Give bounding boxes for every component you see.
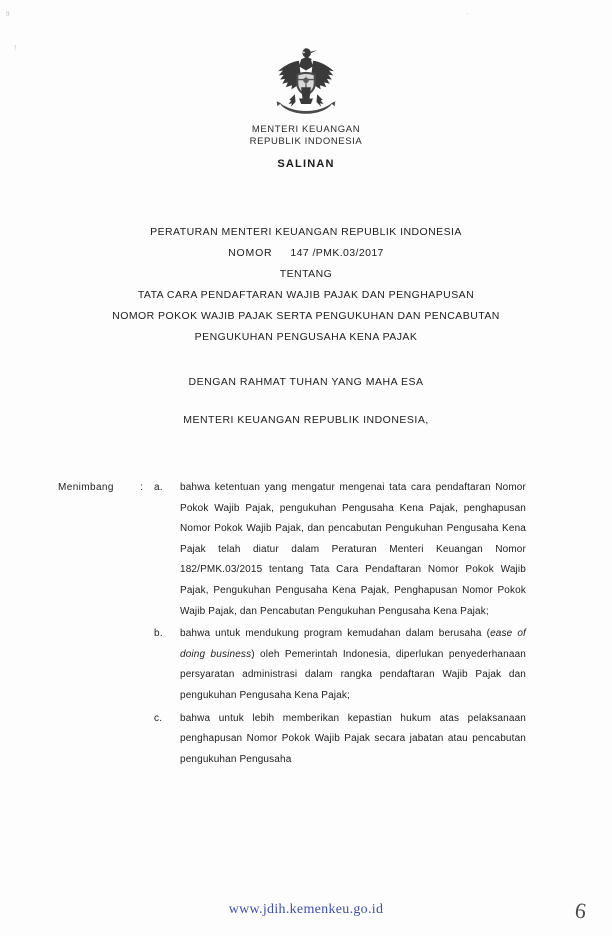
considering-text-a: bahwa ketentuan yang mengatur mengenai tata cara pendaftaran Nomor Pokok Wajib Pajak, pengukuhan Pengusaha Kena Pajak, penghapusan Nomor Pokok Wajib Pajak, dan pencabutan Pengukuhan Pengusaha Kena Pajak telah diatur dalam Peraturan Menteri Keuangan Nomor 182/PMK.03/2015 tentang Tata Cara Pendaftaran Nomor Pokok Wajib Pajak, Pengukuhan Pengusaha Kena Pajak, Penghapusan Nomor Pokok Wajib Pajak, dan Pencabutan Pengukuhan Pengusaha Kena Pajak; xyxy=(180,482,526,617)
ministry-line-2: REPUBLIK INDONESIA xyxy=(249,136,363,147)
considering-text-b-part1: bahwa untuk mendukung program kemudahan dalam berusaha ( xyxy=(180,628,491,640)
scan-edge-mark-left: ! xyxy=(14,44,17,52)
regulation-title-line: PERATURAN MENTERI KEUANGAN REPUBLIK INDONESIA xyxy=(150,226,462,238)
considering-section xyxy=(58,478,554,770)
considering-colon: : xyxy=(140,482,143,493)
considering-text-b-part2: ) oleh Pemerintah Indonesia, diperlukan penyederhanaan persyaratan administrasi dalam rangka pendaftaran Wajib Pajak dan pengukuhan Pengusaha Kena Pajak; xyxy=(180,648,526,701)
blessing-line: DENGAN RAHMAT TUHAN YANG MAHA ESA xyxy=(188,376,424,388)
considering-text-c: bahwa untuk lebih memberikan kepastian hukum atas pelaksanaan penghapusan Nomor Pokok Wajib Pajak secara jabatan atau pencabutan pengukuhan Pengusaha xyxy=(180,712,526,765)
considering-item-c xyxy=(58,709,554,771)
garuda-emblem-icon xyxy=(264,44,348,118)
regulation-number-line xyxy=(76,243,536,264)
subject-line-2: NOMOR POKOK WAJIB PAJAK SERTA PENGUKUHAN DAN PENCABUTAN xyxy=(112,310,500,322)
considering-letter-a: a. xyxy=(154,482,163,493)
footer-page-mark: 6 xyxy=(573,897,588,924)
subject-line-3: PENGUKUHAN PENGUSAHA KENA PAJAK xyxy=(194,331,418,343)
considering-label: Menimbang xyxy=(58,482,114,493)
footer-url[interactable]: www.jdih.kemenkeu.go.id xyxy=(228,902,384,917)
considering-letter-b: b. xyxy=(154,628,163,640)
scan-edge-mark-top-left: 9 xyxy=(6,10,10,18)
regulation-number-label: NOMOR xyxy=(228,247,273,259)
subject-line-1: TATA CARA PENDAFTARAN WAJIB PAJAK DAN PENGHAPUSAN xyxy=(137,289,475,301)
copy-stamp: SALINAN xyxy=(277,158,335,170)
considering-letter-c: c. xyxy=(154,712,163,724)
considering-item-a xyxy=(58,478,554,622)
tentang-label: TENTANG xyxy=(279,268,333,280)
considering-item-b xyxy=(58,624,554,706)
ministry-line-1: MENTERI KEUANGAN xyxy=(251,124,361,135)
considering-text-b xyxy=(180,624,554,706)
scan-edge-mark-top-right: · xyxy=(466,10,469,18)
ministry-name xyxy=(0,124,612,148)
regulation-number-value: 147 /PMK.03/2017 xyxy=(290,247,384,259)
document-header xyxy=(0,44,612,170)
considering-text-b-italic: ease of doing business xyxy=(180,628,526,660)
regulation-title-block xyxy=(76,222,536,348)
authority-line: MENTERI KEUANGAN REPUBLIK INDONESIA, xyxy=(183,414,429,426)
